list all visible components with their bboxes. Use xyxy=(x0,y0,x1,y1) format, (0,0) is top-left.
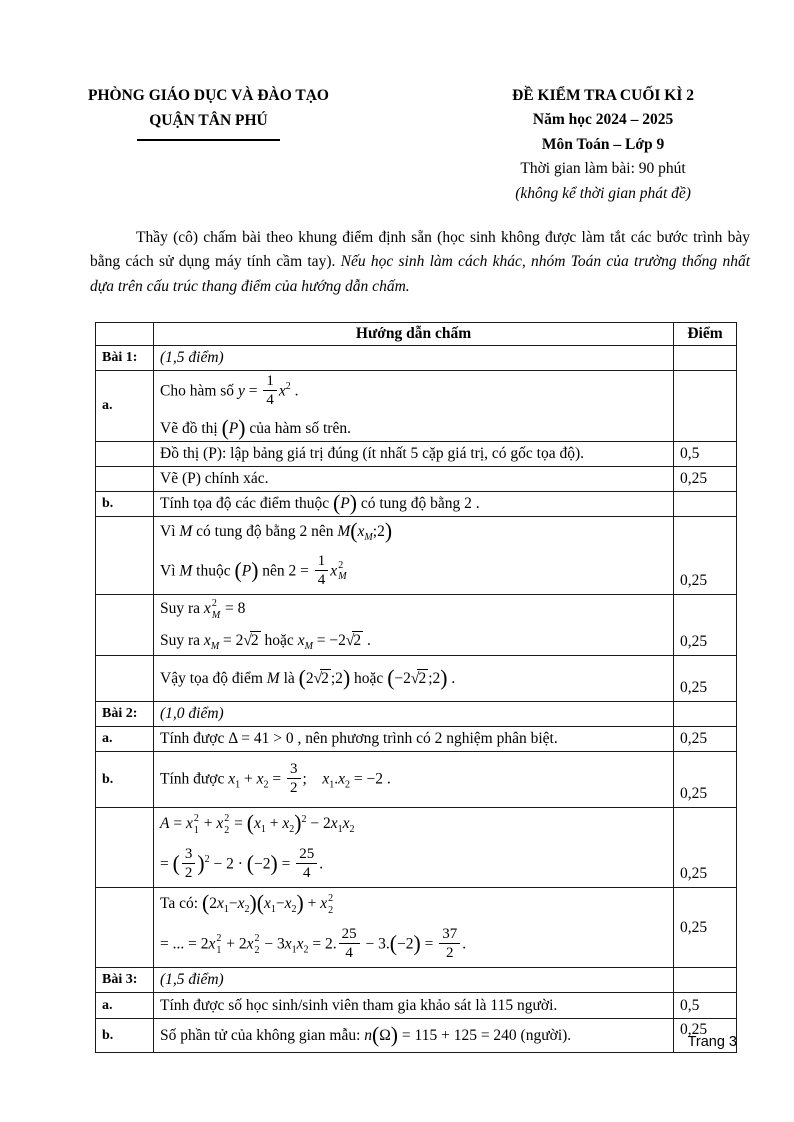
content-line: Tính được $x_1 + x_2$ = $\frac{3}{2}$ ; $x_1.x_2 = -2$ . xyxy=(160,761,391,797)
row-label-cell xyxy=(96,808,154,888)
row-content-cell xyxy=(154,1019,674,1053)
row-score-cell xyxy=(674,492,737,517)
table-row xyxy=(96,492,737,517)
header-left xyxy=(88,84,329,206)
page-number: Trang 3 xyxy=(687,1034,737,1050)
row-score-cell xyxy=(674,968,737,993)
row-label-cell: Bài 3: xyxy=(96,968,154,993)
district-name-wrap xyxy=(88,109,329,141)
row-label-cell: Bài 2: xyxy=(96,702,154,727)
row-score-cell xyxy=(674,371,737,442)
content-line: (1,5 điểm) xyxy=(160,349,224,366)
row-content-cell xyxy=(154,752,674,808)
row-label-cell xyxy=(96,442,154,467)
row-score-cell: 0,25 xyxy=(674,467,737,492)
row-score-cell: 0,5 xyxy=(674,442,737,467)
table-row xyxy=(96,993,737,1019)
row-score-cell xyxy=(674,702,737,727)
row-score-cell: 0,25 xyxy=(674,888,737,968)
row-score-cell: 0,25 xyxy=(674,808,737,888)
table-row xyxy=(96,595,737,656)
row-content-cell xyxy=(154,595,674,656)
content-line: Vẽ (P) chính xác. xyxy=(160,470,269,488)
row-content-cell xyxy=(154,808,674,888)
row-label-cell xyxy=(96,888,154,968)
content-line: (1,5 điểm) xyxy=(160,971,224,989)
content-line: Vẽ đồ thị (P) của hàm số trên. xyxy=(160,416,351,441)
page-footer xyxy=(688,1034,737,1050)
duration: Thời gian làm bài: 90 phút xyxy=(520,160,686,178)
header-score-cell: Điểm xyxy=(674,323,737,346)
row-label-cell xyxy=(96,517,154,595)
table-row xyxy=(96,727,737,752)
row-label-cell: Bài 1: xyxy=(96,346,154,371)
row-content-cell xyxy=(154,442,674,467)
table-row xyxy=(96,371,737,442)
content-line: Ta có: $(2x_1-x_2)(x_1-x_2) + x$ 2 2 xyxy=(160,891,334,916)
row-content-cell xyxy=(154,702,674,727)
content-line: Suy ra $x_M = 2√2$ hoặc $x_M = -2√2$ . xyxy=(160,632,371,653)
header-guide-cell: Hướng dẫn chấm xyxy=(154,323,674,346)
district-name: QUẬN TÂN PHÚ xyxy=(137,109,280,141)
content-line: = ( $\frac{3}{2}$ )$^2$ − 2 · (−2) = $\frac{25}{4}$ . xyxy=(160,846,324,882)
subject-grade: Môn Toán – Lớp 9 xyxy=(541,135,665,153)
row-content-cell xyxy=(154,371,674,442)
table-row-bai1 xyxy=(96,346,737,371)
row-label-cell xyxy=(96,656,154,702)
content-line: Vì M thuộc (P) nên 2 = $\frac{1}{4}$ x 2 M xyxy=(160,552,347,588)
content-line: Tính được Δ = 41 > 0 , nên phương trình có 2 nghiệm phân biệt. xyxy=(160,730,558,748)
table-row-bai2 xyxy=(96,702,737,727)
header-empty-cell xyxy=(96,323,154,346)
content-line: Tính tọa độ các điểm thuộc (P) có tung độ bằng 2 . xyxy=(160,491,480,516)
row-label-cell: a. xyxy=(96,727,154,752)
table-row-bai3 xyxy=(96,968,737,993)
row-label-cell: b. xyxy=(96,752,154,808)
content-line: Suy ra x 2 M = 8 xyxy=(160,598,246,621)
content-line: Vậy tọa độ điểm M là (2√2 ;2) hoặc (−2√2 ;2) . xyxy=(160,666,456,691)
row-label-cell: a. xyxy=(96,993,154,1019)
row-label-cell xyxy=(96,467,154,492)
row-score-cell: 0,5 xyxy=(674,993,737,1019)
grading-table xyxy=(95,322,737,1053)
row-score-cell: 0,25 xyxy=(674,1019,737,1053)
row-score-cell: 0,25 xyxy=(674,656,737,702)
row-score-cell: 0,25 xyxy=(674,517,737,595)
row-content-cell xyxy=(154,888,674,968)
row-content-cell xyxy=(154,993,674,1019)
row-content-cell xyxy=(154,492,674,517)
row-content-cell xyxy=(154,727,674,752)
table-row xyxy=(96,442,737,467)
table-row xyxy=(96,467,737,492)
table-row xyxy=(96,752,737,808)
content-line: Cho hàm số y = $\frac{1}{4}$ $x^2$ . xyxy=(160,373,299,409)
row-label-cell: b. xyxy=(96,1019,154,1053)
content-line: A = x 2 1 + x 2 2 = $(x_1 + x_2)^2 - 2x_1x_2$ xyxy=(160,811,355,836)
content-line: = ... = 2x 2 1 + 2x 2 2 − $3x_1x_2 = 2$. $\frac{25}{4}$ − 3.(−2) = $\frac{37}{2}$ . xyxy=(160,926,467,962)
table-row xyxy=(96,517,737,595)
exam-title: ĐỀ KIỂM TRA CUỐI KÌ 2 xyxy=(512,87,694,104)
row-score-cell: 0,25 xyxy=(674,727,737,752)
row-label-cell: b. xyxy=(96,492,154,517)
row-label-cell: a. xyxy=(96,371,154,442)
school-year: Năm học 2024 – 2025 xyxy=(532,111,674,129)
doc-header xyxy=(88,84,694,206)
intro-normal-text: Thầy (cô) chấm bài theo khung điểm định sẵn (học sinh không được làm tắt các bước trình bày bằng cách sử dụng máy tính cầm tay). xyxy=(90,229,750,271)
duration-note: (không kể thời gian phát đề) xyxy=(515,184,691,202)
row-content-cell xyxy=(154,346,674,371)
department-name: PHÒNG GIÁO DỤC VÀ ĐÀO TẠO xyxy=(88,87,329,104)
content-line: Số phần tử của không gian mẫu: n(Ω) = 115 + 125 = 240 (người). xyxy=(160,1023,572,1048)
content-line: Vì M có tung độ bằng 2 nên $M(x_M;2)$ xyxy=(160,518,393,543)
row-content-cell xyxy=(154,968,674,993)
table-row xyxy=(96,656,737,702)
table-row xyxy=(96,1019,737,1053)
row-label-cell xyxy=(96,595,154,656)
content-line: Tính được số học sinh/sinh viên tham gia khảo sát là 115 người. xyxy=(160,996,558,1014)
row-content-cell xyxy=(154,656,674,702)
row-score-cell xyxy=(674,346,737,371)
row-content-cell xyxy=(154,467,674,492)
table-header-row xyxy=(96,323,737,346)
intro-italic-text: Nếu học sinh làm cách khác, nhóm Toán của trường thống nhất dựa trên cấu trúc thang điểm của hướng dẫn chấm. xyxy=(90,253,751,295)
content-line: Đồ thị (P): lập bảng giá trị đúng (ít nhất 5 cặp giá trị, có gốc tọa độ). xyxy=(160,445,584,463)
header-right xyxy=(512,84,694,206)
row-score-cell: 0,25 xyxy=(674,752,737,808)
row-score-cell: 0,25 xyxy=(674,595,737,656)
row-content-cell xyxy=(154,517,674,595)
intro-paragraph xyxy=(90,226,750,299)
table-row xyxy=(96,808,737,888)
content-line: (1,0 điểm) xyxy=(160,705,224,723)
table-row xyxy=(96,888,737,968)
